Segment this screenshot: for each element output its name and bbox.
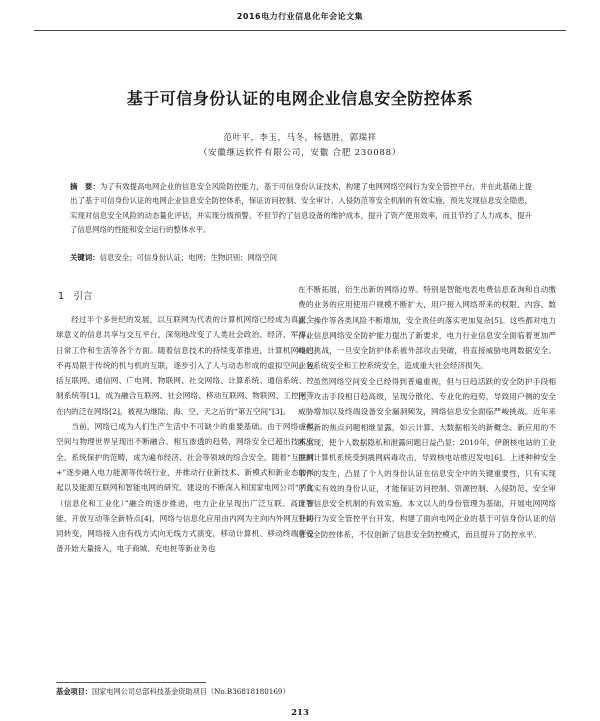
body-paragraph: 当前，网络已成为人们生产生活中不可缺少的重要基础。由于网络虚拟空间与物理世界呈现出不断融合、相互渗透的趋势，网络安全已超出技术安全、系统保护的范畴，成为遍布经济、社会等领域的综合安全。随着“互联网+”逐步融入电力能源等传统行业，并推动行业新技术、新模式和新业态的兴起以及能源互联网和智能电网的研究、建设的不断深入和国家电网公司“两化（信息化和工业化）”融合的逐步推进，电力企业呈现出广泛互联、高度智能、开放互动等全新特点[4]，网络与信息化应用由内网为主向内外网互补协同转变，网络接入由有线方式向无线方式演变，移动计算机、移动终端等设备开始大量接入，电子商城、充电桩等新业务也: [56, 422, 314, 554]
keywords-label: 关键词：: [70, 253, 100, 262]
keywords-text: 信息安全；可信身份认证；电网；生物识别；网络空间: [99, 253, 277, 262]
footnote-text: 国家电网公司总部科技基金资助项目（No.B36818180169）: [91, 687, 290, 696]
section-heading-introduction: 1 引言: [58, 291, 93, 302]
page-number: 213: [291, 708, 309, 718]
footnote-divider: [56, 682, 206, 683]
paper-title: 基于可信身份认证的电网企业信息安全防控体系: [126, 89, 474, 108]
left-column: [56, 282, 314, 557]
header-divider: [34, 30, 566, 31]
body-paragraph: 经过半个多世纪的发展，以互联网为代表的计算机网络已经成为真正全球意义的信息共享与交互平台，深刻地改变了人类社会政治、经济、军事、日常工作和生活等各个方面。随着信息技术的持续变革推进，计算机网络已不再局限于传统的机与机的互联，逐步引入了人与动态形成的虚拟空间，包括互联网、通信网、广电网、物联网、社交网络、计算系统、通信系统、控制系统等[1]，成为融合互联网、社会网络、移动互联网、物联网、工控网等在内的泛在网络[2]，被视为继陆、海、空、天之后的“第五空间”[3]。: [56, 315, 314, 416]
body-paragraph: 虽然网络空间安全已经得到普遍重视，但与日趋活跃的安全防护手段相比，攻击手段相日趋高级，呈现分散化、专业化的趋势，导致用户侧的安全威胁增加以及终端设备安全漏洞频发，网络信息安全面临严峻挑战。近年来一些新的焦点问题相继显露，如云计算、大数据相关的新概念、新应用的不断出现，使个人数据隐私和泄露问题日益凸显；2010年，伊朗核电站的工业控制计算机系统受到震网病毒攻击，导致核电站推迟发电[6]。上述种种安全事件的发生，凸显了个人的身份认证在信息安全中的关键重要性，只有实现了真实有效的身份认证，才能保证访问控制、资源控制、入侵防范、安全审计等信息安全机制的有效实施。本文以人的身份管理为基础，开展电网网络空间行为安全管控平台开发，构建了面向电网企业的基于可信身份认证的信息安全防控体系，不仅创新了信息安全防控模式，而且提升了防控水平。: [298, 376, 556, 539]
author-list: 范叶平，李玉，马冬，杨德胜，郭瑞祥: [223, 133, 377, 143]
body-paragraph-continued: 在不断拓展，衍生出新的网络边界。特别是智能电表电费信息查询和自动缴费的业务的应用使用户规模不断扩大，用户接入网络带来的权限、内容、数据、操作等各类风险不断增加，安全责任的落实更加复杂[5]。这些都对电力行业信息网络安全防护能力提出了新要求，电力行业信息安全面临着更加严峻的挑战，一旦安全防护体系被外部攻击突破，将直接威胁电网数据安全、业务系统安全和工控系统安全，造成重大社会经济损失。: [298, 285, 556, 371]
running-header: 2016电力行业信息化年会论文集: [236, 12, 364, 21]
keywords: [70, 251, 532, 265]
abstract-label: 摘 要：: [70, 182, 100, 191]
abstract: [70, 180, 532, 238]
abstract-text: 为了有效提高电网企业的信息安全风险防控能力，基于可信身份认证技术，构建了电网网络空间行为安全管控平台，并在此基础上提出了基于可信身份认证的电网企业信息安全防控体系，保证访问控制、安全审计、入侵防范等安全机制的有效实施，预先发现信息安全隐患，实现对信息安全风险的动态量化评估，并实现分级预警。不但节约了信息设备的维护成本，提升了资产使用效率，而且节约了人力成本，提升了信息网络的性能和安全运行的整体水平。: [70, 182, 532, 235]
author-affiliation: （安徽继远软件有限公司，安徽 合肥 230088）: [198, 148, 402, 158]
right-column: [298, 282, 556, 542]
footnote-label: 基金项目：: [56, 687, 92, 696]
funding-footnote: [56, 686, 556, 698]
